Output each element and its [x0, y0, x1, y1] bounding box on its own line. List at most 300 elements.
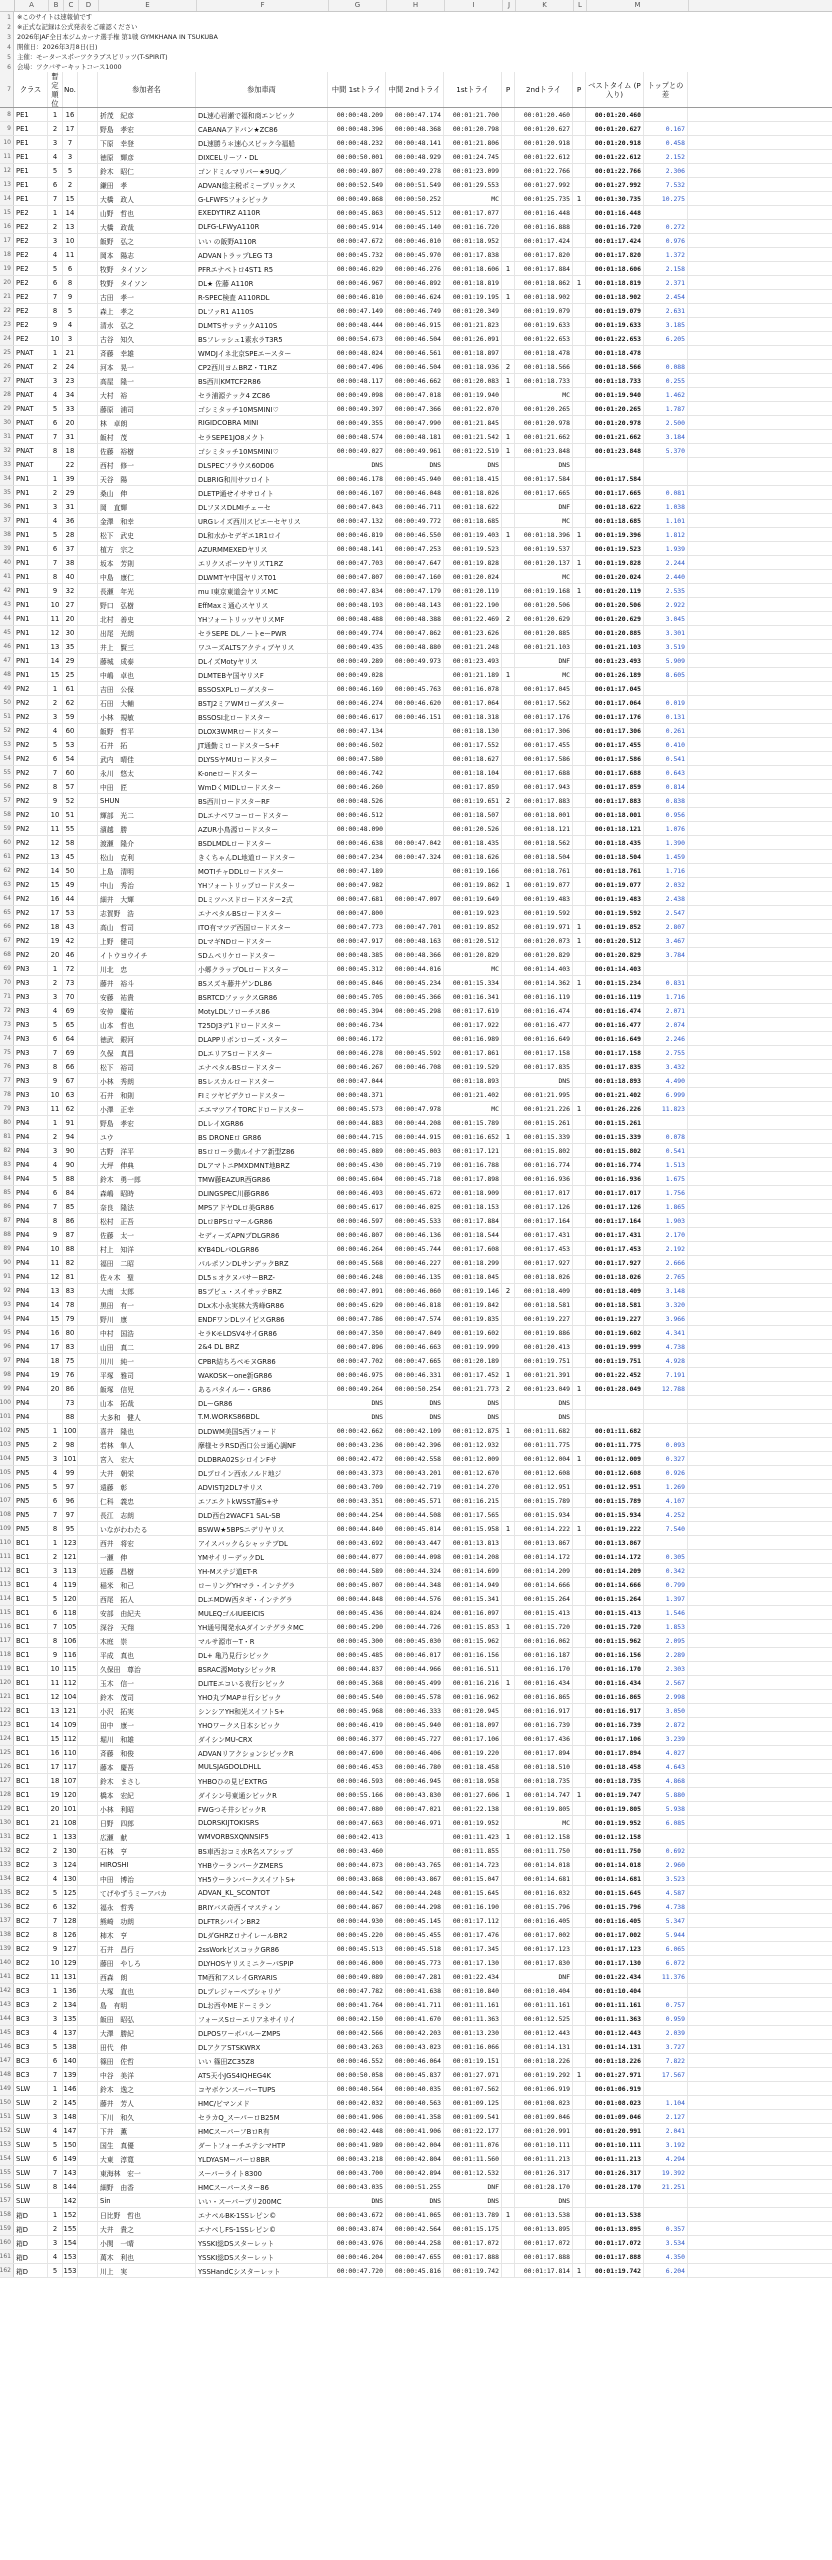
row-number[interactable]: 161	[0, 2250, 14, 2263]
blank-cell[interactable]	[78, 766, 98, 779]
penalty1-cell[interactable]	[502, 850, 515, 863]
mid-1st-cell[interactable]: 00:00:43.351	[328, 1494, 386, 1507]
try2-cell[interactable]: 00:01:17.306	[515, 724, 573, 737]
row-number[interactable]: 66	[0, 920, 14, 933]
try1-cell[interactable]: 00:01:15.341	[444, 1592, 502, 1605]
mid-2nd-cell[interactable]	[386, 878, 444, 891]
gap-cell[interactable]: 4.252	[644, 1508, 688, 1521]
vehicle-cell[interactable]: DLDWM美国S西フォード	[196, 1424, 328, 1437]
rank-cell[interactable]: 7	[48, 1914, 63, 1927]
gap-cell[interactable]: 2.244	[644, 556, 688, 569]
blank-cell[interactable]	[78, 1802, 98, 1815]
car-number-cell[interactable]: 73	[63, 1396, 78, 1409]
vehicle-cell[interactable]: DLMTEBヤ国ヤリスF	[196, 668, 328, 681]
row-number[interactable]: 45	[0, 626, 14, 639]
mid-2nd-cell[interactable]: 00:00:46.010	[386, 234, 444, 247]
car-number-cell[interactable]: 54	[63, 752, 78, 765]
mid-2nd-cell[interactable]	[386, 766, 444, 779]
rank-cell[interactable]: 10	[48, 1956, 63, 1969]
mid-1st-cell[interactable]: 00:00:49.289	[328, 654, 386, 667]
penalty1-cell[interactable]	[502, 1004, 515, 1017]
gap-cell[interactable]: 1.675	[644, 1172, 688, 1185]
vehicle-cell[interactable]: YH-Mステジ道ET-R	[196, 1564, 328, 1577]
penalty1-cell[interactable]	[502, 1452, 515, 1465]
mid-1st-cell[interactable]: 00:00:46.419	[328, 1718, 386, 1731]
driver-cell[interactable]: 出尾 光朗	[98, 626, 196, 639]
penalty2-cell[interactable]	[573, 1116, 586, 1129]
try2-cell[interactable]: 00:01:20.629	[515, 612, 573, 625]
try1-cell[interactable]: 00:01:16.078	[444, 682, 502, 695]
try2-cell[interactable]: 00:01:13.867	[515, 1536, 573, 1549]
vehicle-cell[interactable]: DLミツハスドロードスター2式	[196, 892, 328, 905]
try2-cell[interactable]: 00:01:17.814	[515, 2264, 573, 2277]
try1-cell[interactable]: 00:01:16.962	[444, 1690, 502, 1703]
class-cell[interactable]: PN4	[14, 1340, 48, 1353]
mid-2nd-cell[interactable]: 00:00:44.016	[386, 962, 444, 975]
try1-cell[interactable]: 00:01:12.009	[444, 1452, 502, 1465]
penalty1-cell[interactable]	[502, 1774, 515, 1787]
class-cell[interactable]: PN4	[14, 1214, 48, 1227]
gap-cell[interactable]: 6.072	[644, 1956, 688, 1969]
car-number-cell[interactable]: 61	[63, 682, 78, 695]
mid-2nd-cell[interactable]: 00:00:51.255	[386, 2180, 444, 2193]
car-number-cell[interactable]: 10	[63, 234, 78, 247]
car-number-cell[interactable]: 101	[63, 1452, 78, 1465]
car-number-cell[interactable]: 34	[63, 388, 78, 401]
mid-2nd-cell[interactable]: 00:00:44.915	[386, 1130, 444, 1143]
rank-cell[interactable]: 9	[48, 794, 63, 807]
try1-cell[interactable]: DNF	[444, 2180, 502, 2193]
driver-cell[interactable]: 大塚 直也	[98, 1984, 196, 1997]
try1-cell[interactable]: 00:01:12.670	[444, 1466, 502, 1479]
vehicle-cell[interactable]: BSレスカルロードスター	[196, 1074, 328, 1087]
car-number-cell[interactable]: 50	[63, 864, 78, 877]
column-letter-header[interactable]: E	[99, 0, 197, 11]
vehicle-cell[interactable]: DLMTSサッテックA110S	[196, 318, 328, 331]
column-letter-header[interactable]: C	[64, 0, 79, 11]
gap-cell[interactable]	[644, 206, 688, 219]
mid-2nd-cell[interactable]: 00:00:46.060	[386, 1284, 444, 1297]
rank-cell[interactable]: 6	[48, 542, 63, 555]
try2-cell[interactable]: 00:01:17.830	[515, 1956, 573, 1969]
row-number[interactable]: 5	[0, 52, 14, 62]
class-cell[interactable]: PE1	[14, 150, 48, 163]
mid-2nd-cell[interactable]: 00:00:45.744	[386, 1242, 444, 1255]
try1-cell[interactable]: 00:01:19.403	[444, 528, 502, 541]
gap-cell[interactable]: 2.631	[644, 304, 688, 317]
class-cell[interactable]: PN3	[14, 962, 48, 975]
class-cell[interactable]: PE2	[14, 220, 48, 233]
rank-cell[interactable]: 1	[48, 962, 63, 975]
vehicle-cell[interactable]: DLYSSヤMUロードスター	[196, 752, 328, 765]
blank-cell[interactable]	[78, 1606, 98, 1619]
best-time-cell[interactable]: 00:01:18.819	[586, 276, 644, 289]
mid-2nd-cell[interactable]: 00:00:45.816	[386, 2264, 444, 2277]
mid-1st-cell[interactable]: 00:00:46.593	[328, 1774, 386, 1787]
mid-2nd-cell[interactable]: 00:00:46.227	[386, 1256, 444, 1269]
driver-cell[interactable]: 佐々木 聖	[98, 1270, 196, 1283]
try2-cell[interactable]: 00:01:17.431	[515, 1228, 573, 1241]
best-time-cell[interactable]: 00:01:16.649	[586, 1032, 644, 1045]
penalty1-cell[interactable]: 1	[502, 374, 515, 387]
vehicle-cell[interactable]: RIGIDCOBRA MINI	[196, 416, 328, 429]
best-time-cell[interactable]: 00:01:15.339	[586, 1130, 644, 1143]
car-number-cell[interactable]: 60	[63, 724, 78, 737]
penalty1-cell[interactable]	[502, 248, 515, 261]
try1-cell[interactable]: 00:01:19.842	[444, 1298, 502, 1311]
vehicle-cell[interactable]: BS西川ロードスターRF	[196, 794, 328, 807]
gap-cell[interactable]: 1.865	[644, 1200, 688, 1213]
rank-cell[interactable]: 7	[48, 290, 63, 303]
car-number-cell[interactable]: 29	[63, 654, 78, 667]
try1-cell[interactable]: 00:01:16.216	[444, 1676, 502, 1689]
try1-cell[interactable]: 00:01:17.452	[444, 1368, 502, 1381]
blank-cell[interactable]	[78, 1410, 98, 1423]
best-time-cell[interactable]: 00:01:17.164	[586, 1214, 644, 1227]
mid-2nd-cell[interactable]: 00:00:45.366	[386, 990, 444, 1003]
best-time-cell[interactable]: 00:01:18.001	[586, 808, 644, 821]
try2-cell[interactable]: DNS	[515, 1410, 573, 1423]
car-number-cell[interactable]: 5	[63, 304, 78, 317]
penalty1-cell[interactable]	[502, 962, 515, 975]
gap-cell[interactable]: 4.738	[644, 1900, 688, 1913]
mid-1st-cell[interactable]: 00:00:43.263	[328, 2040, 386, 2053]
class-cell[interactable]: PE2	[14, 262, 48, 275]
mid-1st-cell[interactable]: 00:00:43.218	[328, 2152, 386, 2165]
mid-1st-cell[interactable]: 00:00:49.774	[328, 626, 386, 639]
penalty1-cell[interactable]	[502, 2250, 515, 2263]
mid-2nd-cell[interactable]: 00:00:45.970	[386, 248, 444, 261]
vehicle-cell[interactable]: 2ssWorkビスコックGR86	[196, 1942, 328, 1955]
vehicle-cell[interactable]: BSSOSXPLローダスター	[196, 682, 328, 695]
gap-cell[interactable]: 4.107	[644, 1494, 688, 1507]
gap-cell[interactable]: 3.432	[644, 1060, 688, 1073]
class-cell[interactable]: PE1	[14, 178, 48, 191]
penalty2-cell[interactable]	[573, 2110, 586, 2123]
try1-cell[interactable]: 00:01:18.544	[444, 1228, 502, 1241]
mid-1st-cell[interactable]: 00:00:48.090	[328, 822, 386, 835]
try2-cell[interactable]: 00:01:16.888	[515, 220, 573, 233]
mid-1st-cell[interactable]: 00:00:43.460	[328, 1844, 386, 1857]
best-time-cell[interactable]: 00:01:28.049	[586, 1382, 644, 1395]
try1-cell[interactable]: 00:01:23.493	[444, 654, 502, 667]
gap-cell[interactable]: 1.716	[644, 990, 688, 1003]
blank-cell[interactable]	[78, 1592, 98, 1605]
car-number-cell[interactable]: 31	[63, 430, 78, 443]
driver-cell[interactable]: 西村 修一	[98, 458, 196, 471]
class-cell[interactable]: PN3	[14, 976, 48, 989]
penalty1-cell[interactable]: 1	[502, 290, 515, 303]
rank-cell[interactable]: 19	[48, 1368, 63, 1381]
car-number-cell[interactable]: 116	[63, 1648, 78, 1661]
mid-1st-cell[interactable]: 00:00:47.234	[328, 850, 386, 863]
class-cell[interactable]: PN4	[14, 1270, 48, 1283]
best-time-cell[interactable]: 00:01:26.189	[586, 668, 644, 681]
mid-2nd-cell[interactable]: 00:00:46.276	[386, 262, 444, 275]
rank-cell[interactable]: 2	[48, 1998, 63, 2011]
driver-cell[interactable]: 斉藤 幸雄	[98, 346, 196, 359]
row-number[interactable]: 6	[0, 62, 14, 72]
try2-cell[interactable]: 00:01:26.317	[515, 2166, 573, 2179]
penalty1-cell[interactable]	[502, 2082, 515, 2095]
mid-1st-cell[interactable]: 00:00:44.848	[328, 1592, 386, 1605]
class-cell[interactable]: PN2	[14, 696, 48, 709]
penalty2-cell[interactable]	[573, 542, 586, 555]
blank-cell[interactable]	[78, 528, 98, 541]
blank-cell[interactable]	[78, 458, 98, 471]
car-number-cell[interactable]: 85	[63, 1200, 78, 1213]
vehicle-cell[interactable]: シンシアYH和光スイフトS+	[196, 1704, 328, 1717]
best-time-cell[interactable]: 00:01:17.072	[586, 2236, 644, 2249]
mid-1st-cell[interactable]: 00:00:45.089	[328, 1144, 386, 1157]
mid-1st-cell[interactable]: 00:00:46.734	[328, 1018, 386, 1031]
row-number[interactable]: 145	[0, 2026, 14, 2039]
penalty1-cell[interactable]	[502, 2152, 515, 2165]
blank-cell[interactable]	[78, 1200, 98, 1213]
penalty2-cell[interactable]	[573, 2222, 586, 2235]
gap-cell[interactable]: 19.392	[644, 2166, 688, 2179]
driver-cell[interactable]: 中田 匠	[98, 780, 196, 793]
penalty2-cell[interactable]	[573, 2124, 586, 2137]
best-time-cell[interactable]: 00:01:16.434	[586, 1676, 644, 1689]
try1-cell[interactable]: 00:01:18.507	[444, 808, 502, 821]
vehicle-cell[interactable]: 小郷クラップOLロードスター	[196, 962, 328, 975]
gap-cell[interactable]: 2.755	[644, 1046, 688, 1059]
blank-cell[interactable]	[78, 136, 98, 149]
penalty2-cell[interactable]	[573, 430, 586, 443]
vehicle-cell[interactable]: エナペタルBSロードスター	[196, 906, 328, 919]
penalty2-cell[interactable]	[573, 822, 586, 835]
mid-1st-cell[interactable]: 00:00:45.617	[328, 1200, 386, 1213]
mid-1st-cell[interactable]: 00:00:45.368	[328, 1676, 386, 1689]
penalty2-cell[interactable]	[573, 458, 586, 471]
row-number[interactable]: 69	[0, 962, 14, 975]
try1-cell[interactable]: 00:01:20.512	[444, 934, 502, 947]
mid-2nd-cell[interactable]: 00:00:46.333	[386, 1704, 444, 1717]
try2-cell[interactable]: 00:01:18.026	[515, 1270, 573, 1283]
blank-cell[interactable]	[78, 1312, 98, 1325]
vehicle-cell[interactable]: エエマツアイTORCドロードスター	[196, 1102, 328, 1115]
class-cell[interactable]: PN2	[14, 920, 48, 933]
vehicle-cell[interactable]: R-SPEC検査 A110RDL	[196, 290, 328, 303]
car-number-cell[interactable]: 33	[63, 402, 78, 415]
mid-2nd-cell[interactable]: 00:00:47.160	[386, 570, 444, 583]
mid-1st-cell[interactable]: 00:00:46.807	[328, 1228, 386, 1241]
mid-1st-cell[interactable]: 00:00:46.810	[328, 290, 386, 303]
row-number[interactable]: 91	[0, 1270, 14, 1283]
penalty2-cell[interactable]: 1	[573, 584, 586, 597]
blank-cell[interactable]	[78, 920, 98, 933]
blank-cell[interactable]	[78, 1088, 98, 1101]
try2-cell[interactable]: 00:01:17.894	[515, 1746, 573, 1759]
row-number[interactable]: 35	[0, 486, 14, 499]
blank-cell[interactable]	[78, 906, 98, 919]
mid-1st-cell[interactable]: 00:00:47.786	[328, 1312, 386, 1325]
rank-cell[interactable]: 13	[48, 640, 63, 653]
car-number-cell[interactable]: 130	[63, 1844, 78, 1857]
rank-cell[interactable]: 9	[48, 1074, 63, 1087]
car-number-cell[interactable]: 45	[63, 850, 78, 863]
rank-cell[interactable]: 1	[48, 1984, 63, 1997]
penalty2-cell[interactable]	[573, 514, 586, 527]
mid-1st-cell[interactable]: 00:00:47.834	[328, 584, 386, 597]
penalty2-cell[interactable]	[573, 1816, 586, 1829]
try2-cell[interactable]: 00:01:20.978	[515, 416, 573, 429]
mid-2nd-cell[interactable]: 00:00:47.179	[386, 584, 444, 597]
row-number[interactable]: 10	[0, 136, 14, 149]
mid-1st-cell[interactable]: 00:00:52.549	[328, 178, 386, 191]
class-cell[interactable]: BC1	[14, 1634, 48, 1647]
mid-2nd-cell[interactable]: 00:00:45.234	[386, 976, 444, 989]
vehicle-cell[interactable]: YH5ウーランパークスイフトS+	[196, 1872, 328, 1885]
gap-cell[interactable]: 1.390	[644, 836, 688, 849]
row-number[interactable]: 1	[0, 12, 14, 22]
vehicle-cell[interactable]: セラKモLDSV4サイGR86	[196, 1326, 328, 1339]
driver-cell[interactable]: 熊崎 功朗	[98, 1914, 196, 1927]
driver-cell[interactable]: 大橋 政人	[98, 192, 196, 205]
vehicle-cell[interactable]: BSSOSI北ロードスター	[196, 710, 328, 723]
driver-cell[interactable]: 石田 大輔	[98, 696, 196, 709]
blank-cell[interactable]	[78, 1256, 98, 1269]
penalty1-cell[interactable]	[502, 1718, 515, 1731]
vehicle-cell[interactable]: セラSEPE DLノートeーPWR	[196, 626, 328, 639]
driver-cell[interactable]: 東海林 宏一	[98, 2166, 196, 2179]
mid-1st-cell[interactable]: 00:00:48.444	[328, 318, 386, 331]
try2-cell[interactable]: 00:01:16.649	[515, 1032, 573, 1045]
row-number[interactable]: 138	[0, 1928, 14, 1941]
class-cell[interactable]: PN1	[14, 528, 48, 541]
mid-1st-cell[interactable]: 00:00:46.169	[328, 682, 386, 695]
mid-2nd-cell[interactable]: 00:00:45.763	[386, 682, 444, 695]
penalty2-cell[interactable]	[573, 416, 586, 429]
penalty1-cell[interactable]: 1	[502, 430, 515, 443]
car-number-cell[interactable]: 126	[63, 1928, 78, 1941]
driver-cell[interactable]: 若林 隼人	[98, 1438, 196, 1451]
try1-cell[interactable]: 00:01:17.608	[444, 1242, 502, 1255]
try1-cell[interactable]: 00:01:13.789	[444, 2208, 502, 2221]
class-cell[interactable]: PN1	[14, 542, 48, 555]
best-time-cell[interactable]: 00:01:13.867	[586, 1536, 644, 1549]
rank-cell[interactable]: 13	[48, 1704, 63, 1717]
best-time-cell[interactable]: 00:01:20.265	[586, 402, 644, 415]
column-letter-header[interactable]: D	[79, 0, 99, 11]
gap-cell[interactable]	[644, 2194, 688, 2207]
mid-1st-cell[interactable]: 00:00:55.166	[328, 1788, 386, 1801]
mid-2nd-cell[interactable]: 00:00:48.388	[386, 612, 444, 625]
best-time-cell[interactable]: 00:01:17.665	[586, 486, 644, 499]
driver-cell[interactable]: 中村 国浩	[98, 1326, 196, 1339]
rank-cell[interactable]: 15	[48, 1312, 63, 1325]
row-number[interactable]: 22	[0, 304, 14, 317]
car-number-cell[interactable]: 144	[63, 2180, 78, 2193]
try2-cell[interactable]: 00:01:09.046	[515, 2110, 573, 2123]
penalty2-cell[interactable]	[573, 1004, 586, 1017]
class-cell[interactable]: PN1	[14, 472, 48, 485]
mid-2nd-cell[interactable]: 00:00:42.203	[386, 2026, 444, 2039]
driver-cell[interactable]: 広瀬 献	[98, 1830, 196, 1843]
car-number-cell[interactable]: 118	[63, 1606, 78, 1619]
rank-cell[interactable]: 16	[48, 1746, 63, 1759]
vehicle-cell[interactable]: HMCスーパースター86	[196, 2180, 328, 2193]
car-number-cell[interactable]: 108	[63, 1816, 78, 1829]
try1-cell[interactable]: 00:01:16.156	[444, 1648, 502, 1661]
penalty1-cell[interactable]	[502, 1704, 515, 1717]
class-cell[interactable]: PN1	[14, 514, 48, 527]
penalty2-cell[interactable]	[573, 892, 586, 905]
penalty1-cell[interactable]	[502, 696, 515, 709]
mid-1st-cell[interactable]: 00:00:44.715	[328, 1130, 386, 1143]
driver-cell[interactable]: 山本 哲也	[98, 1018, 196, 1031]
blank-cell[interactable]	[78, 2152, 98, 2165]
best-time-cell[interactable]: 00:01:19.077	[586, 878, 644, 891]
penalty1-cell[interactable]	[502, 206, 515, 219]
class-cell[interactable]: BC2	[14, 1858, 48, 1871]
car-number-cell[interactable]: 148	[63, 2110, 78, 2123]
try2-cell[interactable]: 00:01:13.538	[515, 2208, 573, 2221]
gap-cell[interactable]: 0.541	[644, 1144, 688, 1157]
blank-cell[interactable]	[78, 1354, 98, 1367]
try2-cell[interactable]: 00:01:18.478	[515, 346, 573, 359]
column-letter-header[interactable]: A	[15, 0, 49, 11]
try2-cell[interactable]: 00:01:14.131	[515, 2040, 573, 2053]
rank-cell[interactable]: 20	[48, 1802, 63, 1815]
blank-cell[interactable]	[78, 1382, 98, 1395]
best-time-cell[interactable]: 00:01:17.453	[586, 1242, 644, 1255]
best-time-cell[interactable]: 00:01:20.918	[586, 136, 644, 149]
rank-cell[interactable]: 12	[48, 626, 63, 639]
mid-2nd-cell[interactable]	[386, 1088, 444, 1101]
car-number-cell[interactable]: 36	[63, 514, 78, 527]
row-number[interactable]: 111	[0, 1550, 14, 1563]
mid-2nd-cell[interactable]: 00:00:46.662	[386, 374, 444, 387]
gap-cell[interactable]	[644, 1536, 688, 1549]
rank-cell[interactable]: 6	[48, 1186, 63, 1199]
class-cell[interactable]: PE1	[14, 136, 48, 149]
rank-cell[interactable]: 11	[48, 1102, 63, 1115]
car-number-cell[interactable]: 100	[63, 1424, 78, 1437]
mid-1st-cell[interactable]: 00:00:43.874	[328, 2222, 386, 2235]
try2-cell[interactable]: MC	[515, 514, 573, 527]
try1-cell[interactable]: 00:01:18.026	[444, 486, 502, 499]
best-time-cell[interactable]: 00:01:20.460	[586, 108, 644, 121]
best-time-cell[interactable]: 00:01:23.493	[586, 654, 644, 667]
best-time-cell[interactable]: 00:01:17.017	[586, 1186, 644, 1199]
class-cell[interactable]: PN2	[14, 710, 48, 723]
blank-cell[interactable]	[78, 878, 98, 891]
penalty2-cell[interactable]	[573, 1620, 586, 1633]
gap-cell[interactable]: 0.357	[644, 2222, 688, 2235]
mid-1st-cell[interactable]: 00:00:47.149	[328, 304, 386, 317]
mid-2nd-cell[interactable]	[386, 1032, 444, 1045]
gap-cell[interactable]	[644, 1396, 688, 1409]
penalty1-cell[interactable]: 1	[502, 1522, 515, 1535]
blank-cell[interactable]	[78, 1550, 98, 1563]
mid-2nd-cell[interactable]: 00:00:42.004	[386, 2138, 444, 2151]
penalty1-cell[interactable]	[502, 2096, 515, 2109]
vehicle-cell[interactable]: いい の飯野A110R	[196, 234, 328, 247]
vehicle-cell[interactable]: セラSEPE1JO8メクト	[196, 430, 328, 443]
rank-cell[interactable]: 3	[48, 1144, 63, 1157]
blank-cell[interactable]	[78, 486, 98, 499]
mid-1st-cell[interactable]: 00:00:46.267	[328, 1060, 386, 1073]
class-cell[interactable]: BC1	[14, 1620, 48, 1633]
driver-cell[interactable]: 小沢 拓実	[98, 1704, 196, 1717]
best-time-cell[interactable]: 00:01:14.666	[586, 1578, 644, 1591]
try2-cell[interactable]: 00:01:19.168	[515, 584, 573, 597]
rank-cell[interactable]: 9	[48, 318, 63, 331]
mid-2nd-cell[interactable]: 00:00:48.143	[386, 598, 444, 611]
blank-cell[interactable]	[78, 1172, 98, 1185]
